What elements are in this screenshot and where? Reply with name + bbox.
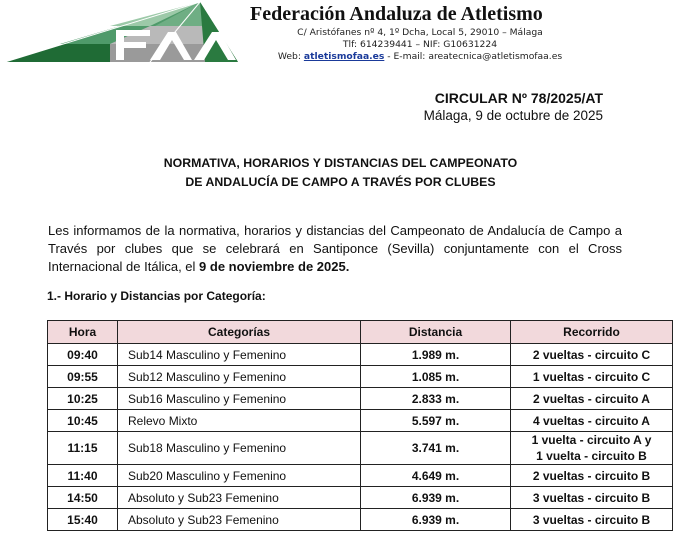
table-row [48,509,673,531]
table-row [48,344,673,366]
cell-hora: 09:55 [48,366,118,388]
cell-categoria: Sub16 Masculino y Femenino [118,388,361,410]
intro-date: 9 de noviembre de 2025. [199,259,350,274]
org-phone-nif: Tlf: 614239441 – NIF: G10631224 [342,39,498,50]
cell-distancia: 1.989 m. [361,344,511,366]
cell-categoria: Sub12 Masculino y Femenino [118,366,361,388]
recorrido-line1: 1 vuelta - circuito A y [531,433,652,447]
cell-categoria: Absoluto y Sub23 Femenino [118,509,361,531]
document-title-line1: NORMATIVA, HORARIOS Y DISTANCIAS DEL CAMPEONATO [163,156,518,170]
cell-categoria: Sub14 Masculino y Femenino [118,344,361,366]
org-address: C/ Aristófanes nº 4, 1º Dcha, Local 5, 29010 – Málaga [297,27,543,38]
cell-recorrido: 2 vueltas - circuito C [511,344,673,366]
org-name: Federación Andaluza de Atletismo [250,3,543,25]
intro-text: Les informamos de la normativa, horarios y distancias del Campeonato de Andalucía de Campo a Través por clubes que se celebrará en Santiponce (Sevilla) conjuntamente con el Cross Internacional de Itálica, el [48,223,622,274]
cell-distancia: 2.833 m. [361,388,511,410]
cell-distancia: 6.939 m. [361,487,511,509]
circular-number: CIRCULAR Nº 78/2025/AT [434,90,603,106]
web-link[interactable]: atletismofaa.es [303,51,385,62]
cell-hora: 10:45 [48,410,118,432]
cell-recorrido [511,432,673,465]
cell-recorrido: 3 vueltas - circuito B [511,487,673,509]
table-header-row [48,321,673,344]
document-title-line2: DE ANDALUCÍA DE CAMPO A TRAVÉS POR CLUBES [185,175,496,189]
cell-distancia: 4.649 m. [361,465,511,487]
col-hora: Hora [48,321,118,344]
recorrido-line2: 1 vuelta - circuito B [536,449,647,463]
table-row [48,487,673,509]
cell-distancia: 5.597 m. [361,410,511,432]
cell-hora: 11:40 [48,465,118,487]
cell-distancia: 1.085 m. [361,366,511,388]
table-row [48,432,673,465]
cell-recorrido: 2 vueltas - circuito B [511,465,673,487]
cell-recorrido: 4 vueltas - circuito A [511,410,673,432]
cell-recorrido: 2 vueltas - circuito A [511,388,673,410]
cell-hora: 11:15 [48,432,118,465]
col-distancia: Distancia [361,321,511,344]
cell-categoria: Sub20 Masculino y Femenino [118,465,361,487]
cell-categoria: Absoluto y Sub23 Femenino [118,487,361,509]
cell-distancia: 6.939 m. [361,509,511,531]
circular-date: Málaga, 9 de octubre de 2025 [423,108,603,123]
cell-distancia: 3.741 m. [361,432,511,465]
intro-paragraph [48,222,622,276]
col-recorrido: Recorrido [511,321,673,344]
web-label: Web: [277,51,304,62]
table-row [48,465,673,487]
table-row [48,410,673,432]
faa-logo [0,0,240,64]
cell-recorrido: 3 vueltas - circuito B [511,509,673,531]
section-heading: 1.- Horario y Distancias por Categoría: [47,289,266,303]
col-categorias: Categorías [118,321,361,344]
schedule-table [47,320,673,531]
cell-recorrido: 1 vueltas - circuito C [511,366,673,388]
table-row [48,366,673,388]
cell-categoria: Relevo Mixto [118,410,361,432]
cell-categoria: Sub18 Masculino y Femenino [118,432,361,465]
cell-hora: 15:40 [48,509,118,531]
email-text: - E-mail: areatecnica@atletismofaa.es [384,51,563,62]
cell-hora: 09:40 [48,344,118,366]
table-row [48,388,673,410]
org-contact [260,51,580,62]
cell-hora: 14:50 [48,487,118,509]
cell-hora: 10:25 [48,388,118,410]
